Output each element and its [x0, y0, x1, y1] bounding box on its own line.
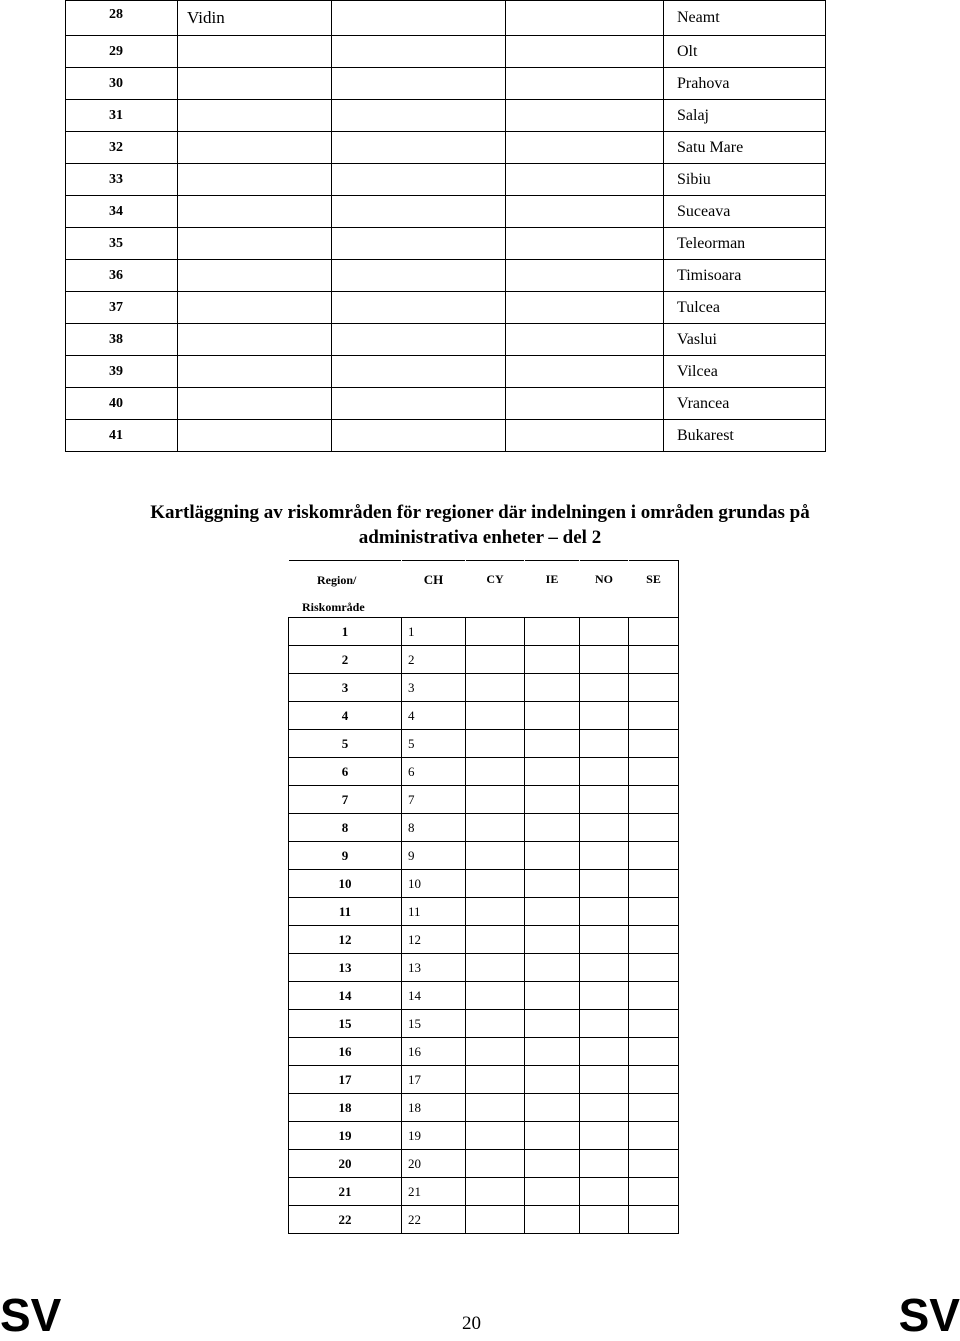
se-value-cell — [629, 814, 679, 842]
risk-area-number-cell: 9 — [289, 842, 402, 870]
risk-area-number-cell: 3 — [289, 674, 402, 702]
ie-value-cell — [525, 954, 580, 982]
ie-value-cell — [525, 786, 580, 814]
table-row — [66, 196, 826, 228]
no-value-cell — [580, 926, 629, 954]
risk-area-number-cell: 22 — [289, 1206, 402, 1234]
ie-value-cell — [525, 870, 580, 898]
table-row — [66, 100, 826, 132]
se-value-cell — [629, 786, 679, 814]
header-row — [289, 561, 679, 618]
table-row — [289, 1094, 679, 1122]
cy-value-cell — [466, 618, 525, 646]
risk-area-number-cell: 18 — [289, 1094, 402, 1122]
se-value-cell — [629, 926, 679, 954]
ie-value-cell — [525, 926, 580, 954]
risk-area-number-cell: 20 — [289, 1150, 402, 1178]
risk-area-number-cell: 2 — [289, 646, 402, 674]
no-value-cell — [580, 674, 629, 702]
empty-cell — [332, 132, 506, 164]
ch-value-cell: 8 — [402, 814, 466, 842]
no-value-cell — [580, 842, 629, 870]
no-value-cell — [580, 954, 629, 982]
ie-value-cell — [525, 842, 580, 870]
risk-area-number-cell: 11 — [289, 898, 402, 926]
se-value-cell — [629, 982, 679, 1010]
ie-value-cell — [525, 618, 580, 646]
row-number-cell: 41 — [66, 420, 178, 452]
ch-value-cell: 18 — [402, 1094, 466, 1122]
empty-cell — [506, 260, 664, 292]
no-value-cell — [580, 898, 629, 926]
ch-value-cell: 21 — [402, 1178, 466, 1206]
region-a-cell — [178, 132, 332, 164]
no-value-cell — [580, 982, 629, 1010]
row-number-cell: 35 — [66, 228, 178, 260]
risk-area-table — [288, 560, 679, 1234]
no-value-cell — [580, 1094, 629, 1122]
header-region-label: Region/ — [317, 573, 357, 587]
county-name-cell: Tulcea — [664, 292, 826, 324]
ch-value-cell: 22 — [402, 1206, 466, 1234]
empty-cell — [332, 196, 506, 228]
ie-value-cell — [525, 982, 580, 1010]
cy-value-cell — [466, 1150, 525, 1178]
region-a-cell — [178, 324, 332, 356]
county-name-cell: Vilcea — [664, 356, 826, 388]
cy-value-cell — [466, 814, 525, 842]
empty-cell — [332, 228, 506, 260]
county-name-cell: Teleorman — [664, 228, 826, 260]
table-row — [66, 388, 826, 420]
row-number-cell: 34 — [66, 196, 178, 228]
empty-cell — [506, 1, 664, 36]
ie-value-cell — [525, 1010, 580, 1038]
risk-area-number-cell: 10 — [289, 870, 402, 898]
se-value-cell — [629, 1038, 679, 1066]
table-row — [289, 1206, 679, 1234]
cy-value-cell — [466, 898, 525, 926]
county-name-cell: Sibiu — [664, 164, 826, 196]
table-row — [289, 814, 679, 842]
empty-cell — [332, 100, 506, 132]
risk-area-number-cell: 7 — [289, 786, 402, 814]
cy-value-cell — [466, 758, 525, 786]
footer-language-right: SV — [898, 1289, 960, 1341]
se-value-cell — [629, 702, 679, 730]
empty-cell — [506, 420, 664, 452]
header-code-no: NO — [580, 561, 629, 618]
table-row — [289, 646, 679, 674]
region-a-cell — [178, 68, 332, 100]
county-name-cell: Vaslui — [664, 324, 826, 356]
empty-cell — [506, 292, 664, 324]
heading-line-1: Kartläggning av riskområden för regioner där indelningen i områden grundas på — [150, 502, 810, 523]
risk-area-number-cell: 14 — [289, 982, 402, 1010]
cy-value-cell — [466, 1010, 525, 1038]
header-riskarea-label: Riskområde — [302, 600, 365, 614]
heading-line-2: administrativa enheter – del 2 — [358, 527, 602, 548]
cy-value-cell — [466, 786, 525, 814]
ie-value-cell — [525, 1206, 580, 1234]
se-value-cell — [629, 1010, 679, 1038]
ch-value-cell: 12 — [402, 926, 466, 954]
empty-cell — [506, 100, 664, 132]
ch-value-cell: 9 — [402, 842, 466, 870]
se-value-cell — [629, 1206, 679, 1234]
cy-value-cell — [466, 702, 525, 730]
risk-area-number-cell: 21 — [289, 1178, 402, 1206]
county-name-cell: Olt — [664, 36, 826, 68]
empty-cell — [506, 68, 664, 100]
county-table — [65, 0, 826, 452]
region-a-cell — [178, 420, 332, 452]
se-value-cell — [629, 1122, 679, 1150]
county-name-cell: Neamt — [664, 1, 826, 36]
se-value-cell — [629, 730, 679, 758]
table-row — [66, 164, 826, 196]
se-value-cell — [629, 842, 679, 870]
empty-cell — [332, 1, 506, 36]
table-row — [289, 898, 679, 926]
cy-value-cell — [466, 954, 525, 982]
table-row — [289, 1150, 679, 1178]
table-row — [66, 68, 826, 100]
no-value-cell — [580, 1122, 629, 1150]
county-name-cell: Suceava — [664, 196, 826, 228]
ie-value-cell — [525, 1150, 580, 1178]
table-row — [289, 758, 679, 786]
risk-table-body — [289, 618, 679, 1234]
empty-cell — [332, 36, 506, 68]
empty-cell — [332, 388, 506, 420]
table-row — [66, 260, 826, 292]
table-row — [289, 1066, 679, 1094]
risk-area-number-cell: 5 — [289, 730, 402, 758]
no-value-cell — [580, 870, 629, 898]
table-row — [289, 1010, 679, 1038]
table-row — [289, 618, 679, 646]
cy-value-cell — [466, 926, 525, 954]
ch-value-cell: 4 — [402, 702, 466, 730]
risk-area-number-cell: 19 — [289, 1122, 402, 1150]
ch-value-cell: 16 — [402, 1038, 466, 1066]
header-region-cell — [289, 561, 402, 618]
table-row — [66, 420, 826, 452]
risk-area-number-cell: 15 — [289, 1010, 402, 1038]
ch-value-cell: 19 — [402, 1122, 466, 1150]
empty-cell — [506, 36, 664, 68]
county-name-cell: Timisoara — [664, 260, 826, 292]
header-code-ch: CH — [402, 561, 466, 618]
empty-cell — [506, 164, 664, 196]
empty-cell — [332, 324, 506, 356]
region-a-cell — [178, 292, 332, 324]
risk-table-header — [289, 561, 679, 618]
no-value-cell — [580, 1066, 629, 1094]
se-value-cell — [629, 646, 679, 674]
row-number-cell: 40 — [66, 388, 178, 420]
cy-value-cell — [466, 1206, 525, 1234]
no-value-cell — [580, 618, 629, 646]
empty-cell — [506, 388, 664, 420]
cy-value-cell — [466, 1122, 525, 1150]
ie-value-cell — [525, 674, 580, 702]
row-number-cell: 30 — [66, 68, 178, 100]
header-code-se: SE — [629, 561, 679, 618]
cy-value-cell — [466, 1094, 525, 1122]
se-value-cell — [629, 954, 679, 982]
page-number: 20 — [462, 1313, 481, 1334]
ch-value-cell: 20 — [402, 1150, 466, 1178]
ie-value-cell — [525, 1122, 580, 1150]
cy-value-cell — [466, 842, 525, 870]
table-row — [289, 1122, 679, 1150]
row-number-cell: 36 — [66, 260, 178, 292]
region-a-cell: Vidin — [178, 1, 332, 36]
table-row — [66, 132, 826, 164]
cy-value-cell — [466, 870, 525, 898]
se-value-cell — [629, 618, 679, 646]
header-code-ie: IE — [525, 561, 580, 618]
ie-value-cell — [525, 1094, 580, 1122]
ie-value-cell — [525, 814, 580, 842]
ch-value-cell: 14 — [402, 982, 466, 1010]
se-value-cell — [629, 1066, 679, 1094]
row-number-cell: 32 — [66, 132, 178, 164]
region-a-cell — [178, 36, 332, 68]
no-value-cell — [580, 1010, 629, 1038]
ie-value-cell — [525, 1066, 580, 1094]
ch-value-cell: 5 — [402, 730, 466, 758]
ch-value-cell: 1 — [402, 618, 466, 646]
table-row — [66, 356, 826, 388]
no-value-cell — [580, 786, 629, 814]
table-row — [66, 292, 826, 324]
empty-cell — [506, 324, 664, 356]
cy-value-cell — [466, 1178, 525, 1206]
header-code-cy: CY — [466, 561, 525, 618]
ie-value-cell — [525, 730, 580, 758]
se-value-cell — [629, 898, 679, 926]
se-value-cell — [629, 1150, 679, 1178]
table-row — [289, 926, 679, 954]
ch-value-cell: 13 — [402, 954, 466, 982]
table-row — [289, 730, 679, 758]
ch-value-cell: 10 — [402, 870, 466, 898]
table-row — [289, 842, 679, 870]
county-name-cell: Bukarest — [664, 420, 826, 452]
cy-value-cell — [466, 646, 525, 674]
empty-cell — [332, 420, 506, 452]
empty-cell — [332, 260, 506, 292]
table-row — [66, 228, 826, 260]
risk-area-number-cell: 12 — [289, 926, 402, 954]
county-name-cell: Prahova — [664, 68, 826, 100]
cy-value-cell — [466, 674, 525, 702]
risk-area-number-cell: 17 — [289, 1066, 402, 1094]
table-row — [66, 36, 826, 68]
cy-value-cell — [466, 982, 525, 1010]
risk-area-number-cell: 8 — [289, 814, 402, 842]
se-value-cell — [629, 1094, 679, 1122]
risk-area-number-cell: 1 — [289, 618, 402, 646]
empty-cell — [332, 68, 506, 100]
county-table-body — [66, 1, 826, 452]
ch-value-cell: 15 — [402, 1010, 466, 1038]
ie-value-cell — [525, 898, 580, 926]
row-number-cell: 28 — [66, 1, 178, 36]
table-row — [289, 1178, 679, 1206]
region-a-cell — [178, 196, 332, 228]
county-name-cell: Satu Mare — [664, 132, 826, 164]
no-value-cell — [580, 1038, 629, 1066]
ch-value-cell: 17 — [402, 1066, 466, 1094]
cy-value-cell — [466, 730, 525, 758]
empty-cell — [506, 356, 664, 388]
table-row — [289, 954, 679, 982]
ch-value-cell: 11 — [402, 898, 466, 926]
no-value-cell — [580, 758, 629, 786]
ie-value-cell — [525, 646, 580, 674]
ch-value-cell: 2 — [402, 646, 466, 674]
empty-cell — [332, 356, 506, 388]
row-number-cell: 33 — [66, 164, 178, 196]
empty-cell — [506, 132, 664, 164]
ie-value-cell — [525, 1038, 580, 1066]
table-row — [289, 1038, 679, 1066]
se-value-cell — [629, 1178, 679, 1206]
row-number-cell: 39 — [66, 356, 178, 388]
region-a-cell — [178, 164, 332, 196]
risk-area-number-cell: 16 — [289, 1038, 402, 1066]
row-number-cell: 38 — [66, 324, 178, 356]
se-value-cell — [629, 674, 679, 702]
table-row — [66, 324, 826, 356]
no-value-cell — [580, 702, 629, 730]
ch-value-cell: 6 — [402, 758, 466, 786]
no-value-cell — [580, 646, 629, 674]
ie-value-cell — [525, 702, 580, 730]
row-number-cell: 31 — [66, 100, 178, 132]
region-a-cell — [178, 100, 332, 132]
no-value-cell — [580, 1150, 629, 1178]
risk-area-number-cell: 13 — [289, 954, 402, 982]
table-row — [66, 1, 826, 36]
se-value-cell — [629, 870, 679, 898]
table-row — [289, 786, 679, 814]
county-name-cell: Vrancea — [664, 388, 826, 420]
table-row — [289, 702, 679, 730]
region-a-cell — [178, 356, 332, 388]
ch-value-cell: 3 — [402, 674, 466, 702]
empty-cell — [332, 292, 506, 324]
region-a-cell — [178, 228, 332, 260]
ch-value-cell: 7 — [402, 786, 466, 814]
ie-value-cell — [525, 1178, 580, 1206]
risk-area-number-cell: 4 — [289, 702, 402, 730]
no-value-cell — [580, 1178, 629, 1206]
no-value-cell — [580, 730, 629, 758]
section-heading — [60, 500, 900, 550]
table-row — [289, 674, 679, 702]
region-a-cell — [178, 388, 332, 420]
empty-cell — [506, 196, 664, 228]
row-number-cell: 37 — [66, 292, 178, 324]
table-row — [289, 870, 679, 898]
region-a-cell — [178, 260, 332, 292]
footer-language-left: SV — [0, 1289, 62, 1341]
cy-value-cell — [466, 1066, 525, 1094]
ie-value-cell — [525, 758, 580, 786]
county-name-cell: Salaj — [664, 100, 826, 132]
empty-cell — [506, 228, 664, 260]
table-row — [289, 982, 679, 1010]
risk-area-number-cell: 6 — [289, 758, 402, 786]
no-value-cell — [580, 814, 629, 842]
cy-value-cell — [466, 1038, 525, 1066]
empty-cell — [332, 164, 506, 196]
row-number-cell: 29 — [66, 36, 178, 68]
se-value-cell — [629, 758, 679, 786]
no-value-cell — [580, 1206, 629, 1234]
